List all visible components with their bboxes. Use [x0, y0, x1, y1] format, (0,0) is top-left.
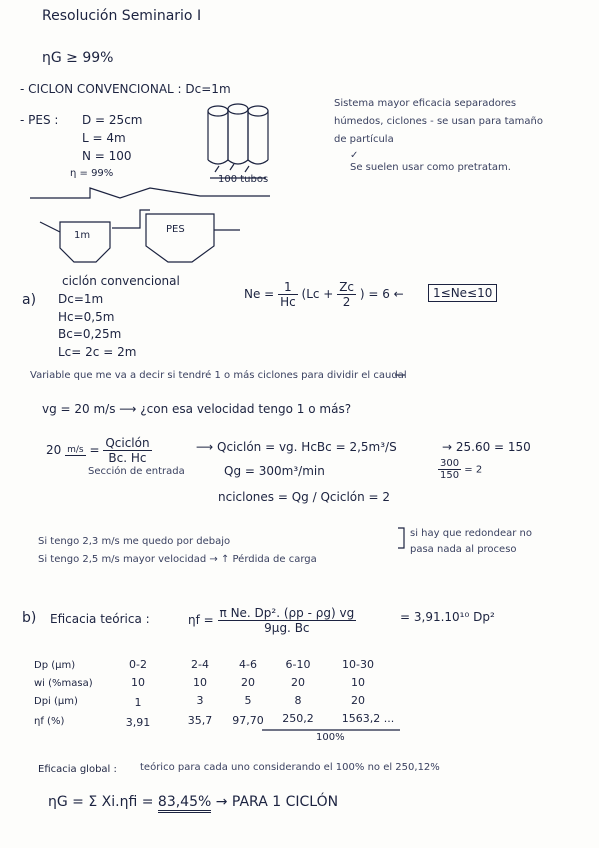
cell-dpi-1: 3: [196, 694, 204, 707]
conventional-cyclone-line: - CICLON CONVENCIONAL : Dc=1m: [20, 82, 231, 96]
pes-length: L = 4m: [82, 131, 126, 145]
cell-wi-3: 20: [291, 676, 305, 689]
ne-rhs: ) = 6 ←: [359, 287, 404, 301]
qg-value: Qg = 300m³/min: [224, 464, 325, 478]
ne-range-box: 1≤Ne≤10: [428, 284, 497, 302]
pes-diameter: D = 25cm: [82, 113, 143, 127]
ne-fraction: [278, 280, 298, 309]
note-line-1: Sistema mayor eficacia separadores: [334, 98, 517, 109]
ratio-fraction: [438, 458, 461, 481]
row-label-dpi: Dpi (μm): [34, 696, 78, 707]
requirement-efficiency: ηG ≥ 99%: [42, 50, 114, 66]
cell-wi-2: 20: [241, 676, 255, 689]
box-1m-label: 1m: [74, 230, 91, 241]
q-ciclon-line: ⟶ Qciclón = vg. HcBc = 2,5m³/S: [196, 440, 397, 454]
formula-den: 9μg. Bc: [264, 621, 310, 635]
cell-dpi-2: 5: [244, 694, 252, 707]
q-calc: → 25.60 = 150: [442, 440, 531, 454]
zc-frac-den: 2: [342, 295, 351, 309]
note-line-2: húmedos, ciclones - se usan para tamaño: [334, 116, 543, 127]
tubes-label: 100 tubos: [218, 174, 269, 185]
cell-dpi-0: 1: [134, 696, 142, 709]
section-note: Sección de entrada: [88, 466, 185, 477]
q-lhs: 20: [46, 443, 62, 457]
page-title: Resolución Seminario I: [42, 8, 202, 24]
speed-note-2: Si tengo 2,5 m/s mayor velocidad → ↑ Pérdida de carga: [38, 554, 317, 565]
part-a-bc: Bc=0,25m: [58, 327, 122, 341]
ne-lhs: Ne =: [244, 287, 275, 301]
cell-dp-2: 4-6: [239, 658, 257, 671]
cell-wi-4: 10: [351, 676, 365, 689]
cell-wi-1: 10: [193, 676, 207, 689]
note-check-icon: ✓: [350, 150, 359, 161]
part-a-dc: Dc=1m: [58, 292, 104, 306]
zc-fraction: [337, 280, 356, 309]
cell-eta-2: 97,70: [232, 714, 264, 727]
ne-frac-den: Hc: [280, 295, 296, 309]
row-label-dp: Dp (μm): [34, 660, 76, 671]
global-efficiency-label: Eficacia global :: [38, 764, 117, 775]
part-b-label: b): [22, 610, 37, 626]
row-label-wi: wi (%masa): [34, 678, 93, 689]
pes-label: - PES :: [20, 113, 59, 127]
formula-num: π Ne. Dp². (ρp - ρg) vg: [219, 606, 355, 620]
ne-formula: [244, 280, 404, 309]
note-line-3: de partícula: [334, 134, 394, 145]
ratio: [438, 458, 482, 481]
ng-value: 83,45%: [158, 794, 211, 813]
cell-eta-0: 3,91: [125, 716, 151, 729]
global-efficiency-note: teórico para cada uno considerando el 100% no el 250,12%: [140, 762, 440, 773]
n-ciclones: nciclones = Qg / Qciclón = 2: [218, 490, 391, 504]
cell-dp-0: 0-2: [129, 658, 147, 671]
part-a-label: a): [22, 292, 37, 308]
cell-dp-4: 10-30: [342, 658, 374, 671]
q-unit: [65, 445, 86, 456]
cell-wi-0: 10: [131, 676, 145, 689]
round-note-2: pasa nada al proceso: [410, 544, 517, 555]
ratio-result: = 2: [464, 464, 483, 476]
pes-efficiency: η = 99%: [70, 168, 114, 179]
zc-frac-num: Zc: [339, 280, 355, 294]
part-a-lc: Lc= 2c = 2m: [58, 345, 137, 359]
ratio-num: 300: [440, 458, 460, 469]
global-efficiency-result: [48, 794, 338, 810]
note-line-4: Se suelen usar como pretratam.: [350, 162, 511, 173]
efficiency-formula: [188, 606, 356, 635]
q-unit-text: m/s: [67, 445, 84, 455]
ng-rhs: → PARA 1 CICLÓN: [215, 794, 339, 810]
box-pes-label: PES: [166, 224, 185, 235]
cell-eta-3: 250,2: [282, 712, 314, 725]
speed-note-1: Si tengo 2,3 m/s me quedo por debajo: [38, 536, 231, 547]
vg-line: vg = 20 m/s ⟶ ¿con esa velocidad tengo 1 o más?: [42, 402, 352, 416]
ne-frac-num: 1: [278, 280, 298, 295]
cell-dpi-4: 20: [351, 694, 365, 707]
total-100: 100%: [316, 732, 345, 743]
ratio-den: 150: [440, 470, 460, 481]
ng-lhs: ηG = Σ Xi.ηfi =: [48, 794, 154, 810]
cell-eta-1: 35,7: [187, 714, 213, 727]
cell-eta-4: 1563,2 ...: [341, 712, 395, 725]
q-frac-num: Qciclón: [105, 436, 150, 450]
variable-note: Variable que me va a decir si tendré 1 o más ciclones para dividir el caudal: [30, 370, 407, 381]
part-a-heading: ciclón convencional: [62, 274, 180, 288]
pes-count: N = 100: [82, 149, 132, 163]
q-frac-den: Bc. Hc: [108, 451, 147, 465]
round-note-1: si hay que redondear no: [410, 528, 532, 539]
q-fraction: [103, 436, 151, 465]
formula-fraction: [218, 606, 357, 635]
ne-paren: (Lc +: [301, 287, 334, 301]
cell-dpi-3: 8: [294, 694, 302, 707]
cell-dp-3: 6-10: [285, 658, 311, 671]
eta-lhs: ηf =: [188, 613, 214, 627]
part-a-hc: Hc=0,5m: [58, 310, 115, 324]
q-equation: 20 m/s = $\frac{\text{Qciclón}}{Bc. Hc}$: [46, 436, 150, 465]
cell-dp-1: 2-4: [191, 658, 209, 671]
row-label-eta: ηf (%): [34, 716, 65, 727]
part-b-title: Eficacia teórica :: [50, 612, 150, 626]
formula-result: = 3,91.10¹⁰ Dp²: [400, 610, 495, 624]
